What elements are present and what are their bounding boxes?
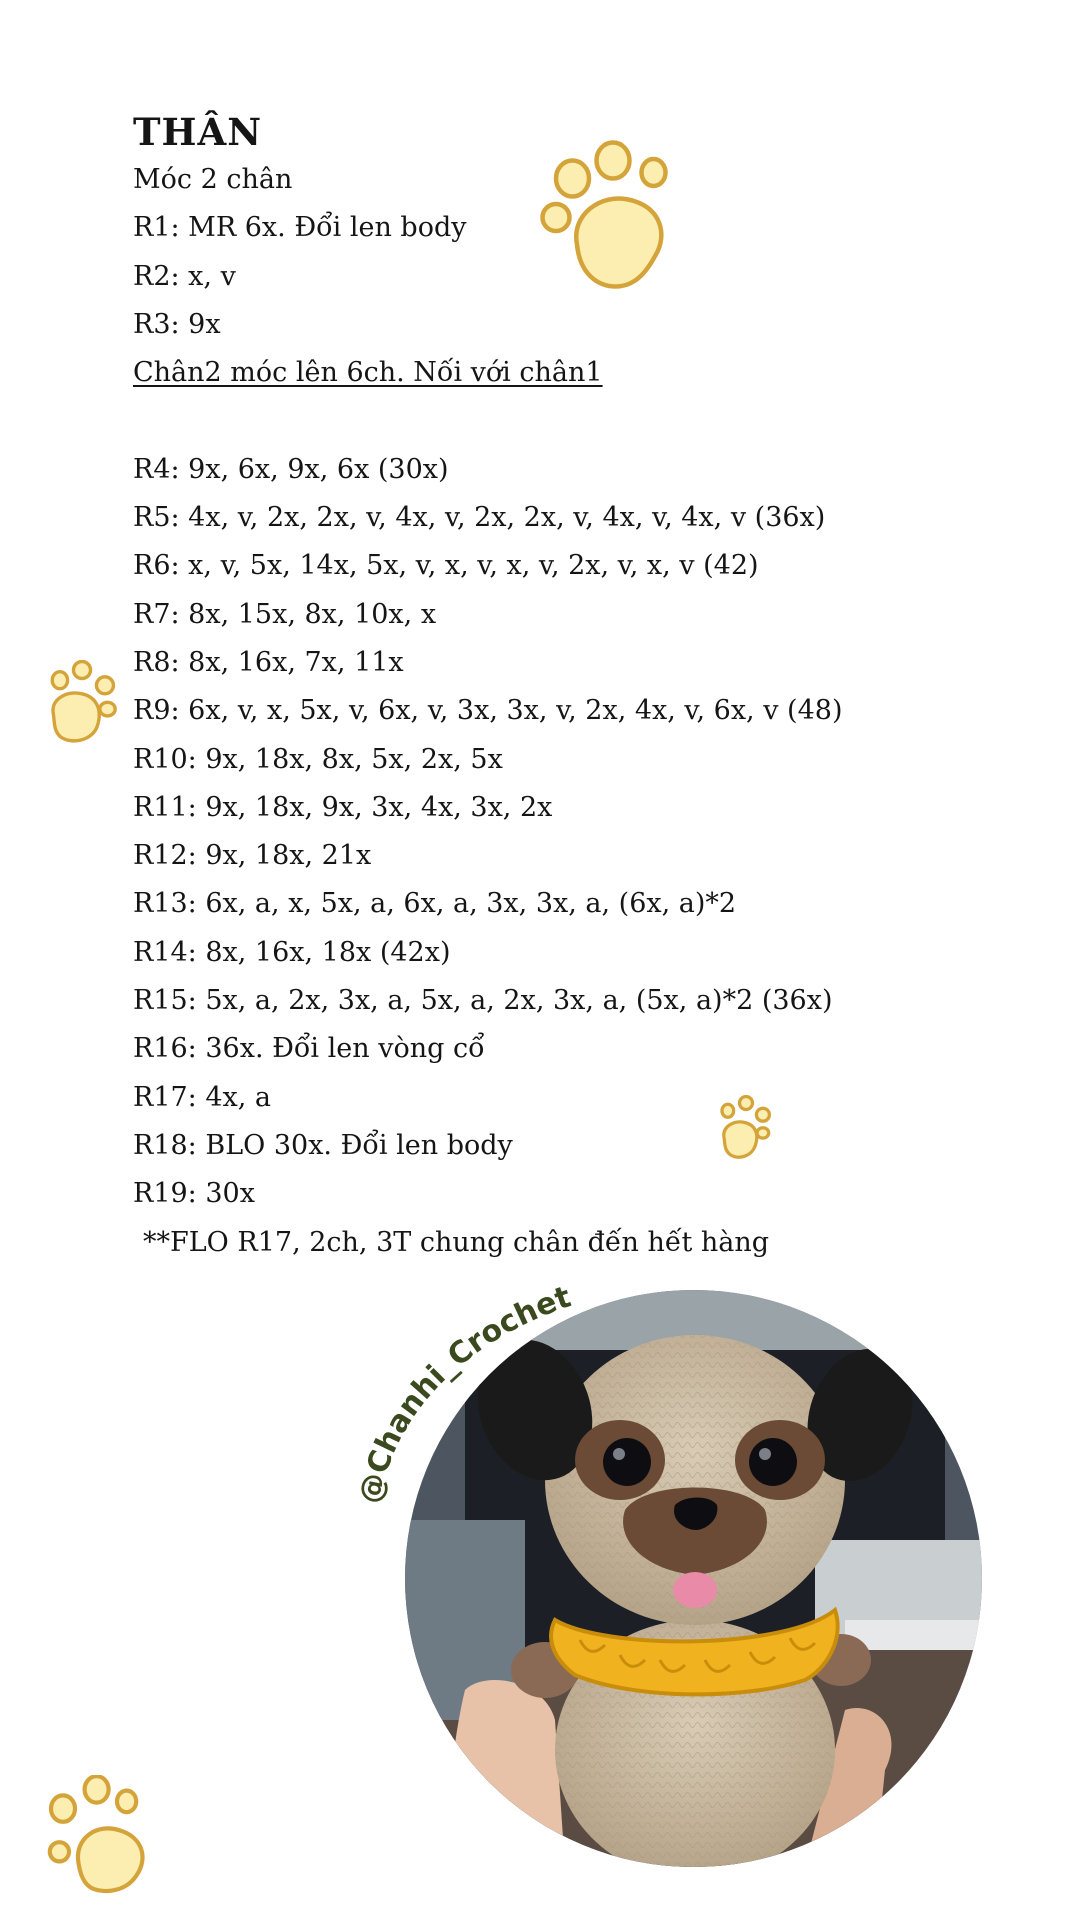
row-instruction: R13: 6x, a, x, 5x, a, 6x, a, 3x, 3x, a, (6x, a)*2 bbox=[133, 888, 737, 920]
pattern-line-join: Chân2 móc lên 6ch. Nối với chân1 bbox=[133, 357, 603, 389]
section-heading: THÂN bbox=[133, 110, 263, 154]
paw-print-icon bbox=[45, 1775, 165, 1895]
pattern-line: R1: MR 6x. Đổi len body bbox=[133, 212, 467, 244]
row-instruction: R6: x, v, 5x, 14x, 5x, v, x, v, x, v, 2x, v, x, v (42) bbox=[133, 550, 759, 582]
row-instruction: R14: 8x, 16x, 18x (42x) bbox=[133, 936, 451, 968]
row-instruction: R4: 9x, 6x, 9x, 6x (30x) bbox=[133, 453, 449, 485]
paw-print-icon bbox=[48, 660, 133, 748]
row-instruction: R17: 4x, a bbox=[133, 1081, 272, 1113]
row-instruction: R11: 9x, 18x, 9x, 3x, 4x, 3x, 2x bbox=[133, 791, 553, 823]
finishing-note: **FLO R17, 2ch, 3T chung chân đến hết hàng bbox=[143, 1226, 770, 1258]
row-instruction: R19: 30x bbox=[133, 1178, 255, 1210]
pattern-line: R3: 9x bbox=[133, 308, 221, 340]
row-instruction: R12: 9x, 18x, 21x bbox=[133, 840, 372, 872]
svg-text:@Chanhi_Crochet bbox=[353, 1280, 575, 1507]
row-instruction: R8: 8x, 16x, 7x, 11x bbox=[133, 646, 404, 678]
row-instruction: R9: 6x, v, x, 5x, v, 6x, v, 3x, 3x, v, 2x, 4x, v, 6x, v (48) bbox=[133, 695, 843, 727]
row-instruction: R15: 5x, a, 2x, 3x, a, 5x, a, 2x, 3x, a, (5x, a)*2 (36x) bbox=[133, 985, 833, 1017]
row-instruction: R18: BLO 30x. Đổi len body bbox=[133, 1129, 513, 1161]
paw-print-icon bbox=[720, 1095, 785, 1163]
paw-print-icon bbox=[538, 140, 688, 295]
row-instruction: R7: 8x, 15x, 8x, 10x, x bbox=[133, 598, 437, 630]
watermark bbox=[350, 1275, 650, 1515]
row-instruction: R5: 4x, v, 2x, 2x, v, 4x, v, 2x, 2x, v, 4x, v, 4x, v (36x) bbox=[133, 502, 826, 534]
row-instruction: R10: 9x, 18x, 8x, 5x, 2x, 5x bbox=[133, 743, 503, 775]
pattern-line: R2: x, v bbox=[133, 260, 236, 292]
watermark-text: @Chanhi_Crochet bbox=[352, 1279, 576, 1507]
row-instruction: R16: 36x. Đổi len vòng cổ bbox=[133, 1033, 485, 1065]
pattern-line: Móc 2 chân bbox=[133, 164, 293, 195]
spacer bbox=[133, 397, 1033, 445]
